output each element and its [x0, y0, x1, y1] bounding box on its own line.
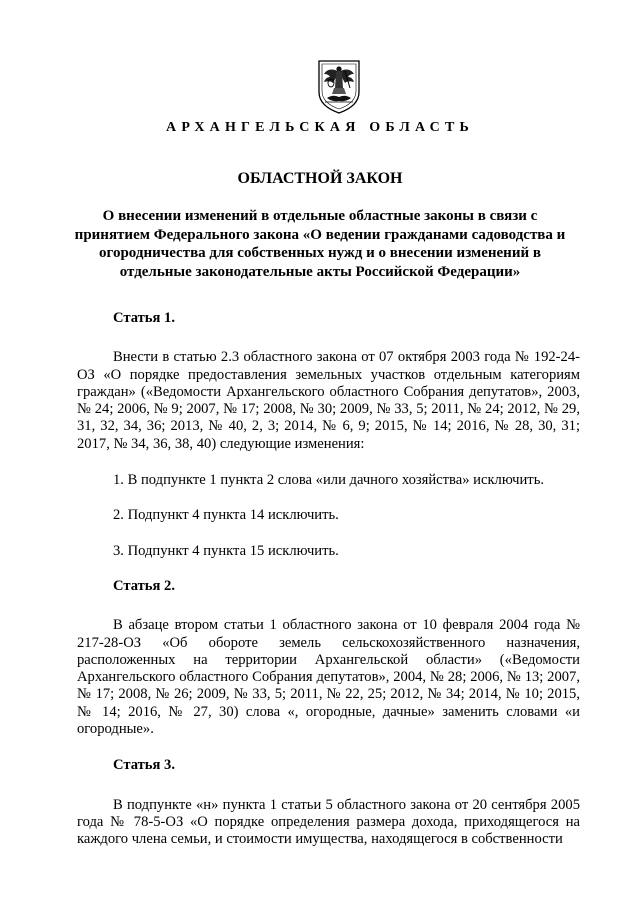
article-2-heading: Статья 2. — [113, 577, 175, 594]
article-1-text: Внести в статью 2.3 областного закона от 07 октября 2003 года № 192-24-ОЗ «О порядке предоставления земельных участков отдельным категориям граждан» («Ведомости Архангельского областного Собрания депутатов», 2003, № 24; 2006, № 9; 2007, № 17; 2008, № 30; 2009, № 33, 5; 2011, № 24; 2012, № 29, 31, 32, 34, 36; 2013, № 40, 2, 3; 2014, № 6, 9; 2015, № 14; 2016, № 28, 30, 31; 2017, № 34, 36, 38, 40) следующие изменения: — [77, 349, 580, 452]
article-1-item-1: 1. В подпункте 1 пункта 2 слова «или дачного хозяйства» исключить. — [113, 472, 544, 489]
region-name: АРХАНГЕЛЬСКАЯ ОБЛАСТЬ — [166, 120, 474, 135]
law-body — [77, 310, 580, 849]
article-3-heading: Статья 3. — [113, 757, 175, 774]
article-1-heading: Статья 1. — [113, 310, 175, 326]
law-type: ОБЛАСТНОЙ ЗАКОН — [237, 170, 403, 187]
law-title: О внесении изменений в отдельные областные законы в связи с принятием Федерального закона «О ведении гражданами садоводства и огородничества для собственных нужд и о внесении изменений в отдельные законодательные акты Российской Федерации» — [74, 208, 566, 280]
article-1-item-3: 3. Подпункт 4 пункта 15 исключить. — [113, 542, 339, 559]
article-2-text: В абзаце втором статьи 1 областного закона от 10 февраля 2004 года № 217-28-ОЗ «Об обороте земель сельскохозяйственного назначения, расположенных на территории Архангельской области» («Ведомости Архангельского областного Собрания депутатов», 2004, № 28; 2006, № 13; 2007, № 17; 2008, № 26; 2009, № 33, 5; 2011, № 22, 25; 2012, № 34; 2014, № 10; 2015, № 14; 2016, № 27, 30) слова «, огородные, дачные» заменить словами «и огородные». — [77, 617, 580, 738]
article-1-item-2: 2. Подпункт 4 пункта 14 исключить. — [113, 507, 339, 524]
arkhangelsk-oblast-coat-of-arms-icon — [315, 58, 363, 116]
article-3-text: В подпункте «н» пункта 1 статьи 5 областного закона от 20 сентября 2005 года № 78-5-ОЗ «О порядке определения размера дохода, приходящегося на каждого члена семьи, и стоимости имущества, находящегося в собственности — [77, 796, 580, 848]
